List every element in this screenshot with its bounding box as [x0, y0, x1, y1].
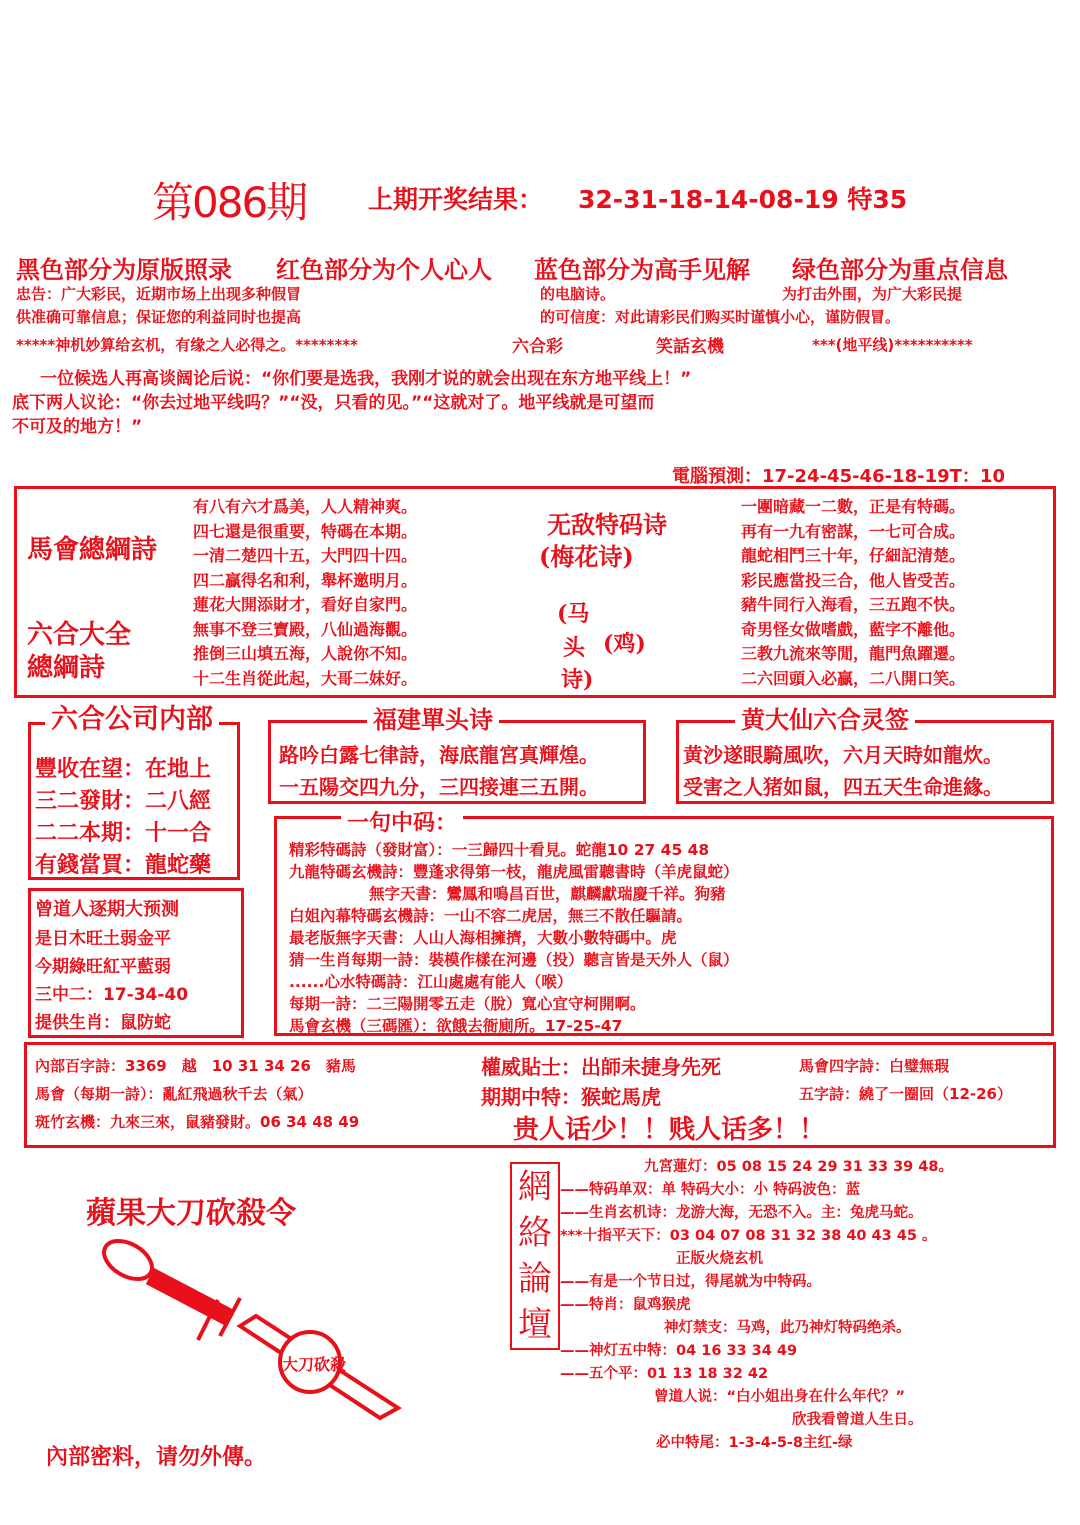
poem-right-line: 一團暗藏一二數，正是有特碼。 [741, 497, 966, 516]
bottom-m2: 期期中特：猴蛇馬虎 [481, 1085, 661, 1109]
forum-side-char: 壇 [518, 1305, 552, 1345]
poem-left-title2b: 總綱詩 [27, 653, 106, 683]
forum-line: ——五个平：01 13 18 32 42 [560, 1366, 769, 1382]
poem-right-line: 龍蛇相鬥三十年，仔細記清楚。 [741, 546, 966, 565]
yiju-line: 精彩特碼詩（發財富）：一三歸四十看見。蛇龍10 27 45 48 [289, 841, 710, 859]
company-line: 二二本期：十一合 [35, 820, 212, 846]
daoren-line: 是日木旺土弱金平 [35, 929, 171, 949]
yiju-line: 每期一詩：二三陽開零五走（脫）寬心宜守柯開啊。 [289, 995, 646, 1013]
company-line: 有錢當買：龍蛇藥 [35, 852, 212, 878]
yiju-lines [289, 839, 739, 1037]
poem-left-line: 一清二楚四十五，大門四十四。 [193, 546, 418, 565]
forum-side-char: 論 [518, 1259, 552, 1299]
fujian-line2: 一五陽交四九分，三四接連三五開。 [279, 775, 599, 799]
daoren-title: 曾道人逐期大预测 [35, 899, 179, 920]
bottom-l1: 內部百字詩：3369 越 10 31 34 26 豬馬 [35, 1057, 356, 1075]
bottom-box [24, 1042, 1056, 1148]
huang-line1: 黄沙遂眼騎風吹，六月天時如龍炊。 [683, 743, 1003, 767]
knife-emblem: 大刀砍殺 [282, 1355, 347, 1374]
poem-right-line: 三教九流來等閒，龍門魚躍遷。 [741, 644, 966, 663]
poem-left-lines [193, 495, 417, 691]
yiju-line: 馬會玄機（三碼匯）：欲餓去衙廁所。17-25-47 [289, 1017, 623, 1035]
yiju-line: 九龍特碼玄機詩：豐蓬求得第一枝，龍虎風雷聽書時（羊虎鼠蛇） [289, 863, 739, 881]
yiju-line: 猜一生肖每期一詩：裝模作樣在河邊（投）聽言皆是天外人（鼠） [289, 951, 739, 969]
poem-mid-horse-b: 头 [563, 635, 586, 661]
joke-banner-left: *****神机妙算给玄机，有缘之人必得之。******** [16, 336, 358, 354]
legend-black: 黑色部分为原版照录 [16, 256, 232, 284]
last-result-numbers: 32-31-18-14-08-19 特35 [578, 185, 908, 214]
poem-left-line: 推倒三山填五海，人說你不知。 [193, 644, 418, 663]
daoren-box [28, 888, 244, 1038]
company-line: 豐收在望：在地上 [35, 756, 212, 782]
forum-line: ——生肖玄机诗：龙游大海，无恐不入。主：兔虎马蛇。 [560, 1205, 923, 1221]
company-box [28, 704, 240, 880]
bottom-l3: 斑竹玄機：九來三來，鼠豬發財。06 34 48 49 [35, 1113, 360, 1131]
forum-line: ——特肖：鼠鸡猴虎 [560, 1297, 691, 1313]
joke-banner-mid1: 六合彩 [512, 337, 563, 357]
poem-right-line: 奇男怪女做嗜戲，藍字不離他。 [741, 619, 966, 639]
company-lines [35, 753, 211, 881]
forum-line: ——有是一个节日过，得尾就为中特码。 [560, 1274, 821, 1290]
bottom-m1: 權威貼士：出師未捷身先死 [481, 1055, 721, 1079]
notice-line2-right: 的可信度：对此请彩民们购买时谨慎小心，谨防假冒。 [540, 308, 901, 326]
poem-mid-horse-c: (鸡) [603, 631, 646, 657]
poem-left-line: 蓮花大開添財才，看好自家門。 [193, 595, 418, 614]
forum-side-char: 網 [518, 1167, 552, 1207]
poem-box [14, 486, 1056, 698]
poem-right-line: 再有一九有密謀，一七可合成。 [741, 521, 966, 541]
bottom-slogan: 贵人话少！！贱人话多！！ [513, 1115, 826, 1145]
knife-icon [97, 1233, 398, 1418]
poem-left-title2a: 六合大全 [27, 620, 132, 650]
joke-line1: 一位候选人再高谈阔论后说：“你们要是选我，我刚才说的就会出现在东方地平线上！” [40, 369, 692, 389]
daoren-line: 提供生肖：鼠防蛇 [35, 1013, 171, 1033]
huang-title: 黄大仙六合灵签 [735, 705, 915, 735]
legend-blue: 蓝色部分为高手见解 [534, 256, 750, 284]
forum-line: 必中特尾：1-3-4-5-8主红-绿 [656, 1435, 853, 1451]
poem-left-title: 馬會總綱詩 [27, 535, 158, 565]
yiju-line: 無字天書：鸞鳳和鳴昌百世，麒麟獻瑞慶千祥。狗豬 [369, 885, 726, 903]
fujian-title: 福建單头诗 [367, 705, 499, 735]
joke-banner-right: ***(地平线)********** [812, 336, 973, 354]
poem-mid-horse-d: 诗) [561, 667, 594, 693]
forum-line: ——特码单双：单 特码大小：小 特码波色：蓝 [560, 1182, 861, 1198]
notice-line1-left: 忠告：广大彩民，近期市场上出现多种假冒 [16, 285, 302, 303]
forum-line: 曾道人说：“白小姐出身在什么年代？” [654, 1389, 906, 1405]
fujian-box [268, 705, 646, 804]
forum-line: 神灯禁支：马鸡，此乃神灯特码绝杀。 [664, 1320, 911, 1336]
forum-side-title [510, 1162, 560, 1350]
huang-box [676, 705, 1054, 804]
issue-number: 第086期 [152, 178, 307, 227]
bottom-r1: 馬會四字詩：白璧無瑕 [799, 1057, 950, 1075]
poem-right-lines [741, 495, 965, 691]
yiju-line: ......心水特碼詩：江山處處有能人（喉） [289, 973, 573, 991]
poem-mid-title: 无敌特码诗 [547, 510, 667, 539]
bottom-r2: 五字詩：繞了一圈回（12-26） [799, 1085, 1012, 1103]
poem-left-line: 四二贏得名和利，舉杯邀明月。 [193, 570, 418, 590]
poem-left-line: 有八有六才爲美，人人精神爽。 [193, 497, 418, 516]
poem-mid-subtitle: (梅花诗) [539, 542, 634, 571]
knife-image [80, 1232, 420, 1432]
daoren-line: 今期綠旺紅平藍弱 [35, 957, 171, 977]
forum-line: 欣我看曾道人生日。 [792, 1412, 923, 1428]
poem-right-line: 彩民應當投三合，他人皆受苦。 [741, 570, 966, 590]
poem-left-line: 無事不登三寶殿，八仙過海觀。 [193, 619, 418, 639]
company-line: 三二發財：二八經 [35, 788, 212, 814]
legend-green: 绿色部分为重点信息 [792, 256, 1008, 284]
computer-prediction: 電腦預測：17-24-45-46-18-19T：10 [672, 466, 1005, 487]
forum-line: ——神灯五中特：04 16 33 34 49 [560, 1343, 798, 1359]
bottom-l2: 馬會（每期一詩）：亂紅飛過秋千去（氣） [35, 1085, 313, 1103]
notice-line1-mid: 的电脑诗。 [540, 285, 616, 303]
poem-right-line: 豬牛同行入海看，三五跑不快。 [741, 595, 966, 614]
fujian-line1: 路吟白露七律詩，海底龍宮真輝煌。 [279, 743, 599, 767]
joke-line3: 不可及的地方！” [12, 417, 143, 437]
daoren-lines [35, 925, 188, 1037]
poem-left-line: 四七還是很重要，特碼在本期。 [193, 521, 418, 541]
knife-title: 蘋果大刀砍殺令 [86, 1196, 296, 1231]
yiju-line: 白姐內幕特碼玄機詩：一山不容二虎居，無三不散任驅請。 [289, 907, 693, 925]
last-result-label: 上期开奖结果： [368, 185, 544, 214]
forum-line: 九宮蓮灯：05 08 15 24 29 31 33 39 48。 [644, 1159, 953, 1175]
yiju-line: 最老版無字天書：人山人海相擁擠，大數小數特碼中。虎 [289, 929, 677, 947]
joke-line2: 底下两人议论：“你去过地平线吗？”“没，只看的见。”“这就对了。地平线就是可望而 [12, 393, 655, 413]
yiju-box [274, 811, 1054, 1036]
knife-footer: 內部密料，请勿外傳。 [46, 1445, 267, 1470]
legend-red: 红色部分为个人心人 [276, 256, 492, 284]
forum-line: ***十指平天下：03 04 07 08 31 32 38 40 43 45 。 [560, 1228, 937, 1244]
yiju-title: 一句中码： [341, 809, 463, 839]
huang-line2: 受害之人猪如鼠，四五天生命進緣。 [683, 775, 1003, 799]
poem-mid-horse-a: (马 [557, 601, 590, 627]
forum-line: 正版火烧玄机 [676, 1251, 763, 1267]
forum-lines [560, 1156, 953, 1455]
poem-right-line: 二六回頭入必贏，二八開口笑。 [741, 668, 966, 688]
notice-line1-right: 为打击外围，为广大彩民提 [782, 285, 963, 303]
notice-line2-left: 供准确可靠信息；保证您的利益同时也提高 [16, 308, 302, 326]
daoren-line: 三中二：17-34-40 [35, 985, 189, 1005]
poem-left-line: 十二生肖從此起，大哥二妹好。 [193, 668, 418, 688]
joke-banner-mid2: 笑話玄機 [656, 337, 724, 357]
company-title: 六合公司内部 [45, 705, 219, 735]
forum-side-char: 絡 [518, 1213, 552, 1253]
